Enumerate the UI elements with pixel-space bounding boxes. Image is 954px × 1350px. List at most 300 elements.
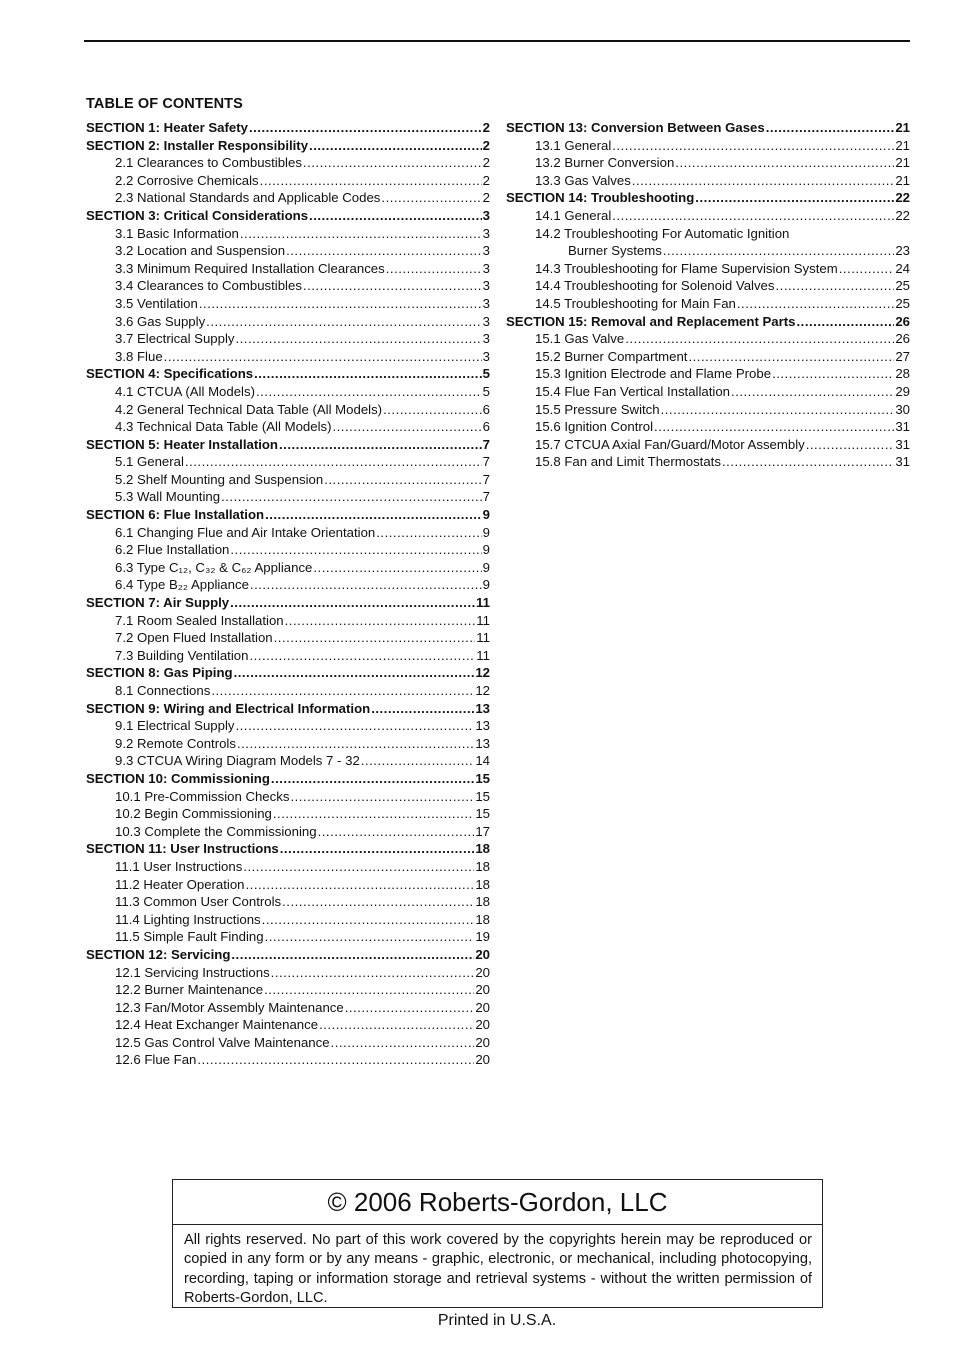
- toc-entry-title: 9.3 CTCUA Wiring Diagram Models 7 - 32: [115, 753, 360, 769]
- toc-section-entry: [506, 313, 910, 331]
- toc-entry-title: 14.1 General: [535, 207, 612, 223]
- toc-entry-title: 7.2 Open Flued Installation: [115, 630, 273, 646]
- toc-subsection-entry: [86, 348, 490, 366]
- toc-dot-leader: [235, 330, 481, 348]
- toc-page-number: 3: [482, 207, 490, 223]
- toc-dot-leader: [731, 383, 894, 401]
- toc-dot-leader: [313, 559, 481, 577]
- toc-entry-title: 15.8 Fan and Limit Thermostats: [535, 454, 721, 470]
- toc-dot-leader: [230, 541, 481, 559]
- toc-page-number: 21: [895, 120, 910, 135]
- toc-entry-title: 5.2 Shelf Mounting and Suspension: [115, 471, 324, 487]
- toc-subsection-entry: [86, 330, 490, 348]
- toc-entry-title: 12.1 Servicing Instructions: [115, 964, 270, 980]
- toc-dot-leader: [206, 313, 481, 331]
- toc-entry-title: 4.1 CTCUA (All Models): [115, 383, 255, 399]
- toc-page-number: 11: [476, 595, 490, 611]
- printed-in-label: Printed in U.S.A.: [437, 1312, 557, 1329]
- toc-entry-title: SECTION 15: Removal and Replacement Parts: [506, 313, 796, 329]
- toc-entry-title: 15.3 Ignition Electrode and Flame Probe: [535, 366, 772, 382]
- toc-subsection-entry: [86, 1034, 490, 1052]
- toc-subsection-entry: [506, 260, 910, 278]
- toc-subsection-entry: [506, 348, 910, 366]
- toc-page-number: 21: [895, 137, 910, 153]
- toc-page-number: 13: [475, 718, 490, 734]
- toc-page-number: 20: [475, 964, 490, 980]
- toc-page-number: 15: [475, 788, 490, 804]
- toc-left-column: [86, 119, 490, 1069]
- toc-entry-title: 4.2 General Technical Data Table (All Models): [115, 401, 383, 417]
- toc-page-number: 18: [475, 894, 490, 910]
- toc-entry-title: 5.1 General: [115, 454, 184, 470]
- toc-entry-title: 6.3 Type C₁₂, C₃₂ & C₆₂ Appliance: [115, 559, 313, 575]
- toc-dot-leader: [271, 964, 475, 982]
- toc-page-number: 9: [482, 577, 490, 593]
- toc-dot-leader: [632, 172, 895, 190]
- toc-page-number: 5: [482, 366, 490, 382]
- toc-subsection-entry: [86, 172, 490, 190]
- toc-dot-leader: [695, 189, 894, 207]
- toc-subsection-entry: [506, 330, 910, 348]
- toc-page-number: 31: [895, 454, 910, 470]
- toc-page-number: 2: [482, 155, 490, 171]
- toc-entry-title: SECTION 4: Specifications: [86, 366, 254, 382]
- toc-page-number: 7: [482, 436, 490, 452]
- toc-entry-title: SECTION 8: Gas Piping: [86, 665, 233, 681]
- toc-subsection-entry: [86, 788, 490, 806]
- toc-entry-title: 3.1 Basic Information: [115, 225, 239, 241]
- toc-subsection-entry: [506, 225, 910, 243]
- toc-dot-leader: [661, 401, 895, 419]
- toc-section-entry: [86, 137, 490, 155]
- toc-page-number: 3: [482, 260, 490, 276]
- toc-subsection-entry: [506, 383, 910, 401]
- toc-dot-leader: [243, 858, 474, 876]
- toc-dot-leader: [371, 700, 474, 718]
- toc-dot-leader: [273, 805, 474, 823]
- toc-entry-title: 11.3 Common User Controls: [115, 894, 282, 910]
- toc-subsection-entry: [506, 154, 910, 172]
- toc-subsection-entry: [506, 277, 910, 295]
- toc-section-entry: [86, 840, 490, 858]
- toc-subsection-entry: [86, 876, 490, 894]
- toc-page-number: 21: [895, 155, 910, 171]
- toc-entry-title: 2.1 Clearances to Combustibles: [115, 155, 302, 171]
- toc-subsection-entry: [86, 453, 490, 471]
- toc-dot-leader: [772, 365, 894, 383]
- toc-page-number: 20: [475, 982, 490, 998]
- toc-page-number: 20: [475, 1052, 490, 1068]
- toc-entry-title: 6.1 Changing Flue and Air Intake Orientation: [115, 524, 376, 540]
- toc-page-number: 29: [895, 383, 910, 399]
- toc-subsection-entry: [506, 418, 910, 436]
- toc-page-number: 2: [482, 137, 490, 153]
- copyright-title: © 2006 Roberts-Gordon, LLC: [173, 1180, 822, 1225]
- toc-page-number: 20: [475, 999, 490, 1015]
- toc-page-number: 20: [475, 1017, 490, 1033]
- toc-subsection-entry: [86, 981, 490, 999]
- toc-dot-leader: [249, 647, 475, 665]
- toc-page-number: 9: [482, 559, 490, 575]
- toc-dot-leader: [246, 876, 475, 894]
- toc-subsection-entry: [86, 629, 490, 647]
- toc-entry-title: SECTION 9: Wiring and Electrical Information: [86, 700, 371, 716]
- toc-page-number: 7: [482, 454, 490, 470]
- toc-entry-title: 11.1 User Instructions: [115, 858, 243, 874]
- toc-entry-title: SECTION 13: Conversion Between Gases: [506, 120, 765, 135]
- toc-entry-title: 3.2 Location and Suspension: [115, 243, 286, 259]
- toc-subsection-entry: [506, 242, 910, 260]
- toc-subsection-entry: [506, 207, 910, 225]
- toc-subsection-entry: [86, 647, 490, 665]
- toc-entry-title: 11.2 Heater Operation: [115, 876, 245, 892]
- toc-dot-leader: [332, 418, 481, 436]
- toc-entry-title: 9.2 Remote Controls: [115, 735, 236, 751]
- toc-section-entry: [86, 207, 490, 225]
- toc-dot-leader: [256, 383, 482, 401]
- toc-page-number: 26: [895, 331, 910, 347]
- copyright-notice: All rights reserved. No part of this work covered by the copyrights herein may be reproduced or copied in any form or by any means - graphic, electronic, or mechanical, including photocopying, recording, taping or information storage and retrieval systems - without the written permission of Roberts-Gordon, LLC.: [184, 1232, 812, 1307]
- toc-page-number: 3: [482, 243, 490, 259]
- toc-dot-leader: [271, 770, 474, 788]
- toc-dot-leader: [806, 436, 895, 454]
- toc-dot-leader: [766, 119, 895, 137]
- toc-page-number: 25: [895, 295, 910, 311]
- toc-entry-title: 4.3 Technical Data Table (All Models): [115, 419, 332, 435]
- toc-page-number: 7: [482, 471, 490, 487]
- toc-dot-leader: [303, 277, 482, 295]
- toc-dot-leader: [675, 154, 894, 172]
- toc-entry-title: 10.1 Pre-Commission Checks: [115, 788, 290, 804]
- toc-dot-leader: [286, 242, 482, 260]
- toc-subsection-entry: [86, 418, 490, 436]
- toc-dot-leader: [237, 735, 474, 753]
- toc-page-number: 11: [476, 647, 490, 663]
- toc-subsection-entry: [86, 471, 490, 489]
- toc-page-number: 9: [482, 524, 490, 540]
- toc-dot-leader: [361, 752, 475, 770]
- toc-entry-title: SECTION 2: Installer Responsibility: [86, 137, 309, 153]
- toc-subsection-entry: [86, 225, 490, 243]
- toc-dot-leader: [663, 242, 895, 260]
- toc-dot-leader: [221, 488, 482, 506]
- toc-subsection-entry: [86, 541, 490, 559]
- toc-entry-title: 7.3 Building Ventilation: [115, 647, 249, 663]
- toc-section-entry: [86, 700, 490, 718]
- toc-page-number: 27: [895, 348, 910, 364]
- toc-entry-title: 10.2 Begin Commissioning: [115, 806, 272, 822]
- toc-page-number: 3: [482, 313, 490, 329]
- toc-entry-title: 12.3 Fan/Motor Assembly Maintenance: [115, 999, 344, 1015]
- toc-dot-leader: [279, 436, 482, 454]
- toc-page-number: 6: [482, 419, 490, 435]
- toc-subsection-entry: [86, 928, 490, 946]
- toc-subsection-entry: [86, 612, 490, 630]
- toc-dot-leader: [240, 225, 482, 243]
- toc-page-number: 9: [482, 542, 490, 558]
- toc-page-number: 19: [475, 929, 490, 945]
- toc-dot-leader: [688, 348, 894, 366]
- toc-page-number: 14: [475, 753, 490, 769]
- toc-entry-title: 14.5 Troubleshooting for Main Fan: [535, 295, 736, 311]
- toc-dot-leader: [331, 1034, 475, 1052]
- toc-section-entry: [86, 436, 490, 454]
- toc-entry-title: 13.3 Gas Valves: [535, 172, 631, 188]
- toc-dot-leader: [285, 612, 476, 630]
- toc-entry-title: 3.3 Minimum Required Installation Clearances: [115, 260, 385, 276]
- toc-entry-title: 13.1 General: [535, 137, 612, 153]
- toc-entry-title: SECTION 11: User Instructions: [86, 841, 279, 857]
- toc-heading: TABLE OF CONTENTS: [86, 96, 243, 112]
- toc-dot-leader: [839, 260, 895, 278]
- toc-dot-leader: [797, 313, 895, 331]
- toc-page-number: 22: [895, 207, 910, 223]
- toc-subsection-entry: [86, 858, 490, 876]
- toc-page-number: 13: [475, 735, 490, 751]
- toc-page-number: 18: [475, 841, 490, 857]
- toc-entry-title: 3.7 Electrical Supply: [115, 331, 235, 347]
- toc-entry-title: 14.2 Troubleshooting For Automatic Ignition: [535, 225, 790, 241]
- toc-page-number: 9: [482, 507, 490, 523]
- toc-dot-leader: [254, 365, 482, 383]
- toc-subsection-entry: [506, 295, 910, 313]
- toc-dot-leader: [303, 154, 482, 172]
- toc-dot-leader: [234, 664, 475, 682]
- toc-dot-leader: [309, 207, 482, 225]
- toc-page-number: 18: [475, 911, 490, 927]
- toc-entry-title: 9.1 Electrical Supply: [115, 718, 235, 734]
- toc-dot-leader: [345, 999, 475, 1017]
- toc-dot-leader: [612, 137, 894, 155]
- toc-entry-title: 3.8 Flue: [115, 348, 163, 364]
- toc-section-entry: [506, 119, 910, 137]
- toc-dot-leader: [612, 207, 894, 225]
- toc-page-number: 30: [895, 401, 910, 417]
- toc-entry-title: 12.2 Burner Maintenance: [115, 982, 264, 998]
- toc-dot-leader: [249, 119, 482, 137]
- toc-section-entry: [86, 506, 490, 524]
- toc-dot-leader: [383, 401, 482, 419]
- toc-subsection-entry: [86, 1051, 490, 1069]
- toc-subsection-entry: [86, 752, 490, 770]
- toc-page-number: 12: [475, 683, 490, 698]
- toc-subsection-entry: [86, 823, 490, 841]
- toc-page-number: 13: [475, 700, 490, 716]
- toc-page-number: 31: [895, 419, 910, 435]
- toc-entry-title: 13.2 Burner Conversion: [535, 155, 675, 171]
- toc-subsection-entry: [86, 524, 490, 542]
- toc-subsection-entry: [86, 964, 490, 982]
- toc-entry-title: 15.7 CTCUA Axial Fan/Guard/Motor Assembly: [535, 436, 805, 452]
- toc-page-number: 23: [895, 243, 910, 259]
- toc-right-column: [506, 119, 910, 471]
- toc-entry-title: 2.2 Corrosive Chemicals: [115, 172, 259, 188]
- toc-dot-leader: [211, 682, 474, 700]
- toc-page-number: 20: [475, 946, 490, 962]
- toc-subsection-entry: [86, 313, 490, 331]
- toc-section-entry: [86, 770, 490, 788]
- toc-dot-leader: [231, 946, 474, 964]
- toc-entry-title: 7.1 Room Sealed Installation: [115, 612, 284, 628]
- toc-dot-leader: [230, 594, 475, 612]
- toc-entry-title: SECTION 10: Commissioning: [86, 770, 270, 786]
- toc-entry-title: 12.5 Gas Control Valve Maintenance: [115, 1034, 330, 1050]
- toc-entry-title: SECTION 3: Critical Considerations: [86, 207, 309, 223]
- toc-subsection-entry: [86, 401, 490, 419]
- toc-entry-title: 2.3 National Standards and Applicable Codes: [115, 190, 381, 206]
- toc-dot-leader: [264, 981, 474, 999]
- toc-subsection-entry: [506, 172, 910, 190]
- toc-page-number: 20: [475, 1034, 490, 1050]
- toc-page-number: 3: [482, 225, 490, 241]
- toc-dot-leader: [262, 911, 475, 929]
- toc-subsection-entry: [506, 401, 910, 419]
- toc-page-number: 6: [482, 401, 490, 417]
- toc-subsection-entry: [86, 154, 490, 172]
- toc-subsection-entry: [86, 999, 490, 1017]
- toc-entry-title: 15.1 Gas Valve: [535, 331, 625, 347]
- toc-dot-leader: [265, 506, 482, 524]
- toc-page-number: 7: [482, 489, 490, 505]
- toc-page-number: 12: [475, 665, 490, 681]
- toc-page-number: 26: [895, 313, 910, 329]
- toc-dot-leader: [737, 295, 894, 313]
- toc-dot-leader: [654, 418, 894, 436]
- toc-subsection-entry: [86, 295, 490, 313]
- toc-section-entry: [86, 365, 490, 383]
- toc-subsection-entry: [86, 576, 490, 594]
- toc-subsection-entry: [86, 1016, 490, 1034]
- toc-dot-leader: [309, 137, 482, 155]
- toc-subsection-entry: [86, 488, 490, 506]
- toc-entry-title: 3.5 Ventilation: [115, 295, 198, 311]
- toc-subsection-entry: [86, 735, 490, 753]
- toc-subsection-entry: [86, 383, 490, 401]
- toc-page-number: 31: [895, 436, 910, 452]
- toc-page-number: 3: [482, 331, 490, 347]
- toc-section-entry: [86, 594, 490, 612]
- toc-section-entry: [86, 664, 490, 682]
- toc-page-number: 2: [482, 172, 490, 188]
- toc-entry-title: 15.2 Burner Compartment: [535, 348, 688, 364]
- toc-entry-title: SECTION 1: Heater Safety: [86, 120, 248, 135]
- toc-page-number: 15: [475, 770, 490, 786]
- toc-entry-title: SECTION 14: Troubleshooting: [506, 190, 695, 206]
- toc-page-number: 3: [482, 348, 490, 364]
- toc-subsection-entry: [506, 365, 910, 383]
- toc-entry-title: 6.4 Type B₂₂ Appliance: [115, 577, 249, 593]
- toc-page-number: 11: [476, 612, 490, 628]
- toc-dot-leader: [280, 840, 475, 858]
- toc-dot-leader: [197, 1051, 474, 1069]
- toc-entry-title: 11.4 Lighting Instructions: [115, 911, 261, 927]
- toc-entry-title: 8.1 Connections: [115, 683, 211, 698]
- toc-dot-leader: [260, 172, 482, 190]
- toc-entry-title: 14.4 Troubleshooting for Solenoid Valves: [535, 278, 775, 294]
- toc-page-number: 3: [482, 295, 490, 311]
- toc-page-number: 24: [895, 260, 910, 276]
- toc-dot-leader: [722, 453, 894, 471]
- toc-dot-leader: [776, 277, 895, 295]
- toc-dot-leader: [381, 189, 481, 207]
- toc-page-number: 22: [895, 190, 910, 206]
- toc-subsection-entry: [86, 189, 490, 207]
- toc-subsection-entry: [86, 682, 490, 700]
- toc-section-entry: [86, 119, 490, 137]
- toc-page-number: 15: [475, 806, 490, 822]
- toc-subsection-entry: [86, 277, 490, 295]
- toc-dot-leader: [185, 453, 482, 471]
- toc-dot-leader: [250, 576, 482, 594]
- toc-page-number: 2: [482, 120, 490, 135]
- toc-entry-title: 15.6 Ignition Control: [535, 419, 654, 435]
- toc-dot-leader: [235, 717, 474, 735]
- toc-dot-leader: [282, 893, 474, 911]
- toc-subsection-entry: [86, 893, 490, 911]
- toc-dot-leader: [290, 788, 474, 806]
- toc-subsection-entry: [86, 559, 490, 577]
- toc-entry-title: 15.4 Flue Fan Vertical Installation: [535, 383, 730, 399]
- toc-dot-leader: [319, 1016, 474, 1034]
- toc-dot-leader: [376, 524, 481, 542]
- toc-entry-title: Burner Systems: [568, 243, 662, 259]
- top-rule: [84, 40, 910, 42]
- toc-subsection-entry: [86, 805, 490, 823]
- toc-entry-title: 10.3 Complete the Commissioning: [115, 823, 317, 839]
- toc-subsection-entry: [86, 911, 490, 929]
- toc-subsection-entry: [86, 242, 490, 260]
- toc-entry-title: SECTION 6: Flue Installation: [86, 507, 265, 523]
- toc-dot-leader: [625, 330, 894, 348]
- toc-entry-title: 6.2 Flue Installation: [115, 542, 230, 558]
- toc-dot-leader: [265, 928, 475, 946]
- toc-subsection-entry: [506, 436, 910, 454]
- toc-section-entry: [86, 946, 490, 964]
- toc-entry-title: SECTION 5: Heater Installation: [86, 436, 278, 452]
- toc-subsection-entry: [86, 260, 490, 278]
- toc-page-number: 18: [475, 876, 490, 892]
- toc-dot-leader: [386, 260, 482, 278]
- toc-entry-title: 3.4 Clearances to Combustibles: [115, 278, 302, 294]
- toc-page-number: 2: [482, 190, 490, 206]
- toc-entry-title: 11.5 Simple Fault Finding: [115, 929, 264, 945]
- toc-page-number: 17: [475, 823, 490, 839]
- toc-subsection-entry: [506, 137, 910, 155]
- toc-dot-leader: [164, 348, 482, 366]
- toc-page-number: 18: [475, 858, 490, 874]
- toc-entry-title: 3.6 Gas Supply: [115, 313, 206, 329]
- toc-dot-leader: [274, 629, 476, 647]
- toc-entry-title: 15.5 Pressure Switch: [535, 401, 660, 417]
- toc-entry-title: SECTION 12: Servicing: [86, 946, 231, 962]
- toc-subsection-entry: [86, 717, 490, 735]
- toc-page-number: 25: [895, 278, 910, 294]
- toc-dot-leader: [199, 295, 482, 313]
- toc-page-number: 5: [482, 383, 490, 399]
- toc-entry-title: 12.4 Heat Exchanger Maintenance: [115, 1017, 319, 1033]
- toc-page-number: 3: [482, 278, 490, 294]
- toc-section-entry: [506, 189, 910, 207]
- toc-entry-title: 14.3 Troubleshooting for Flame Supervision System: [535, 260, 838, 276]
- toc-entry-title: 5.3 Wall Mounting: [115, 489, 221, 505]
- toc-entry-title: SECTION 7: Air Supply: [86, 595, 230, 611]
- toc-dot-leader: [318, 823, 475, 841]
- copyright-box: [172, 1179, 823, 1308]
- toc-page-number: 28: [895, 366, 910, 382]
- toc-subsection-entry: [506, 453, 910, 471]
- toc-dot-leader: [324, 471, 481, 489]
- toc-page-number: 21: [895, 172, 910, 188]
